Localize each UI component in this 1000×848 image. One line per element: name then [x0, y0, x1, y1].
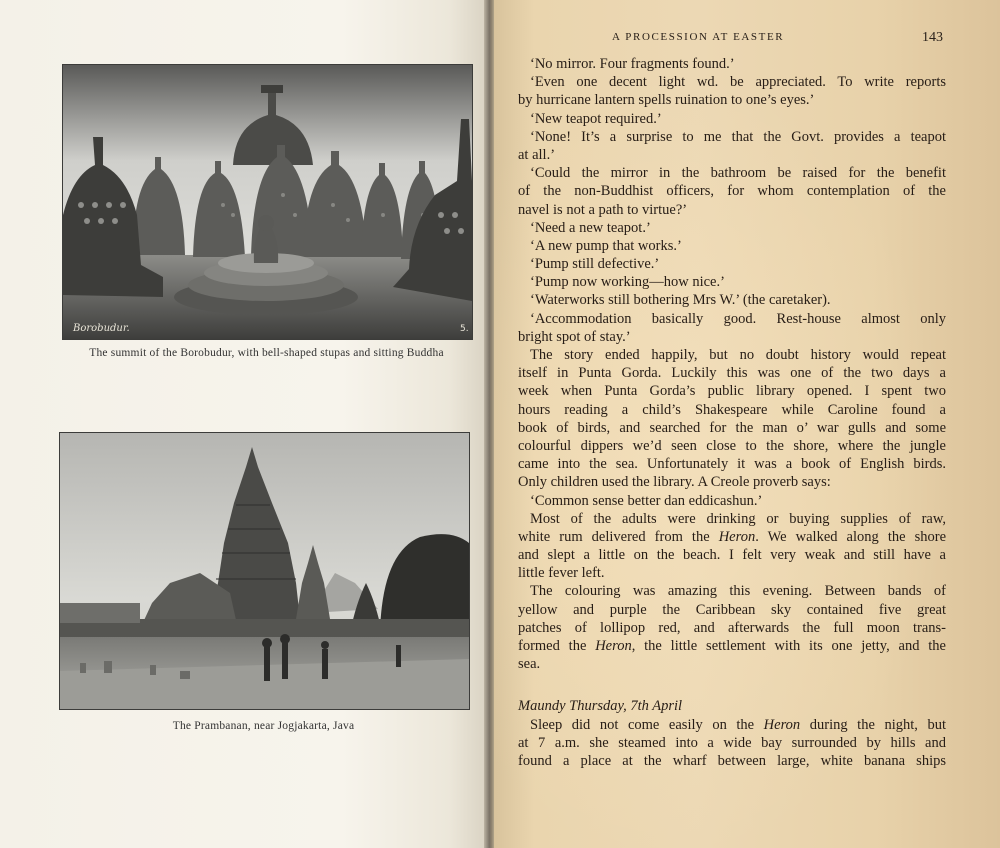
diary-date-heading: Maundy Thursday, 7th April [518, 698, 683, 715]
text-line: yellow and purple the Caribbean sky contained five great [518, 601, 946, 618]
text-line: at 7 a.m. she steamed into a wide bay surrounded by hills and [518, 734, 946, 751]
text-line: patches of lollipop red, and afterwards the full moon trans- [518, 619, 946, 636]
running-title: A PROCESSION AT EASTER [612, 31, 785, 43]
text-line: ‘Pump still defective.’ [530, 256, 660, 273]
text-line: colourful dippers we’d seen close to the shore, where the jungle [518, 437, 946, 454]
text-line: found a place at the wharf between large, white banana ships [518, 752, 946, 769]
borobudur-photo [62, 64, 473, 340]
text-line: itself in Punta Gorda. Luckily this was one of the two days a [518, 365, 946, 382]
page-number: 143 [922, 30, 943, 45]
borobudur-caption: The summit of the Borobudur, with bell-shaped stupas and sitting Buddha [89, 347, 444, 359]
text-line: navel is not a path to virtue?’ [518, 201, 688, 218]
text-line: ‘Even one decent light wd. be appreciated. To write reports [530, 74, 946, 91]
text-line: came into the sea. Unfortunately it was a book of English birds. [518, 456, 946, 473]
text-line: ‘Accommodation basically good. Rest-house almost only [530, 310, 946, 327]
borobudur-image [63, 65, 472, 339]
text-line: ‘Need a new teapot.’ [530, 219, 651, 236]
plate-number: 5. [460, 324, 469, 334]
text-line: hours reading a child’s Shakespeare while Caroline found a [518, 401, 946, 418]
left-page [0, 0, 488, 848]
text-line: ‘No mirror. Four fragments found.’ [530, 56, 735, 72]
ship-name: Heron [718, 528, 756, 545]
ship-name: Heron [763, 716, 801, 733]
text-line: of the non-Buddhist officers, for whom contemplation of the [518, 183, 946, 200]
text-line: Most of the adults were drinking or buying supplies of raw, [530, 510, 946, 527]
text-line: ‘New teapot required.’ [530, 110, 662, 127]
text-line: week when Punta Gorda’s public library opened. I spent two [518, 383, 946, 400]
text-line: by hurricane lantern spells ruination to one’s eyes.’ [518, 92, 815, 109]
text-line: sea. [518, 656, 541, 673]
ship-name: Heron [595, 638, 632, 654]
body-text [518, 55, 946, 770]
text-line: ‘Waterworks still bothering Mrs W.’ (the caretaker). [530, 292, 831, 309]
text-line: white rum delivered from the Heron. We walked along the shore [518, 528, 946, 545]
prambanan-photo [59, 432, 470, 710]
prambanan-image [60, 433, 469, 709]
text-line: ‘Common sense better dan eddicashun.’ [530, 492, 763, 509]
text-line: Only children used the library. A Creole proverb says: [518, 474, 831, 491]
text-line: book of birds, and searched for the man o’ war gulls and some [518, 419, 946, 436]
text-line: ‘Pump now working—how nice.’ [530, 274, 725, 291]
text-line: ‘None! It’s a surprise to me that the Govt. provides a teapot [530, 128, 946, 145]
text-line: bright spot of stay.’ [518, 328, 631, 345]
plate-inscription: Borobudur. [73, 323, 130, 334]
text-line: The story ended happily, but no doubt history would repeat [530, 347, 946, 363]
right-page [494, 0, 1000, 848]
text-line: ‘Could the mirror in the bathroom be raised for the benefit [530, 165, 946, 182]
prambanan-caption: The Prambanan, near Jogjakarta, Java [172, 720, 355, 732]
text-line: Sleep did not come easily on the Heron during the night, but [530, 716, 946, 733]
text-line: The colouring was amazing this evening. Between bands of [530, 583, 946, 600]
text-line: at all.’ [518, 146, 556, 163]
running-head [494, 31, 1000, 51]
text-line: formed the Heron, the little settlement with its one jetty, and the [518, 638, 946, 654]
section-gap [518, 673, 946, 693]
text-line: little fever left. [518, 565, 605, 582]
text-line: ‘A new pump that works.’ [530, 237, 682, 254]
text-line: and slept a little on the beach. I felt very weak and still have a [518, 547, 946, 564]
